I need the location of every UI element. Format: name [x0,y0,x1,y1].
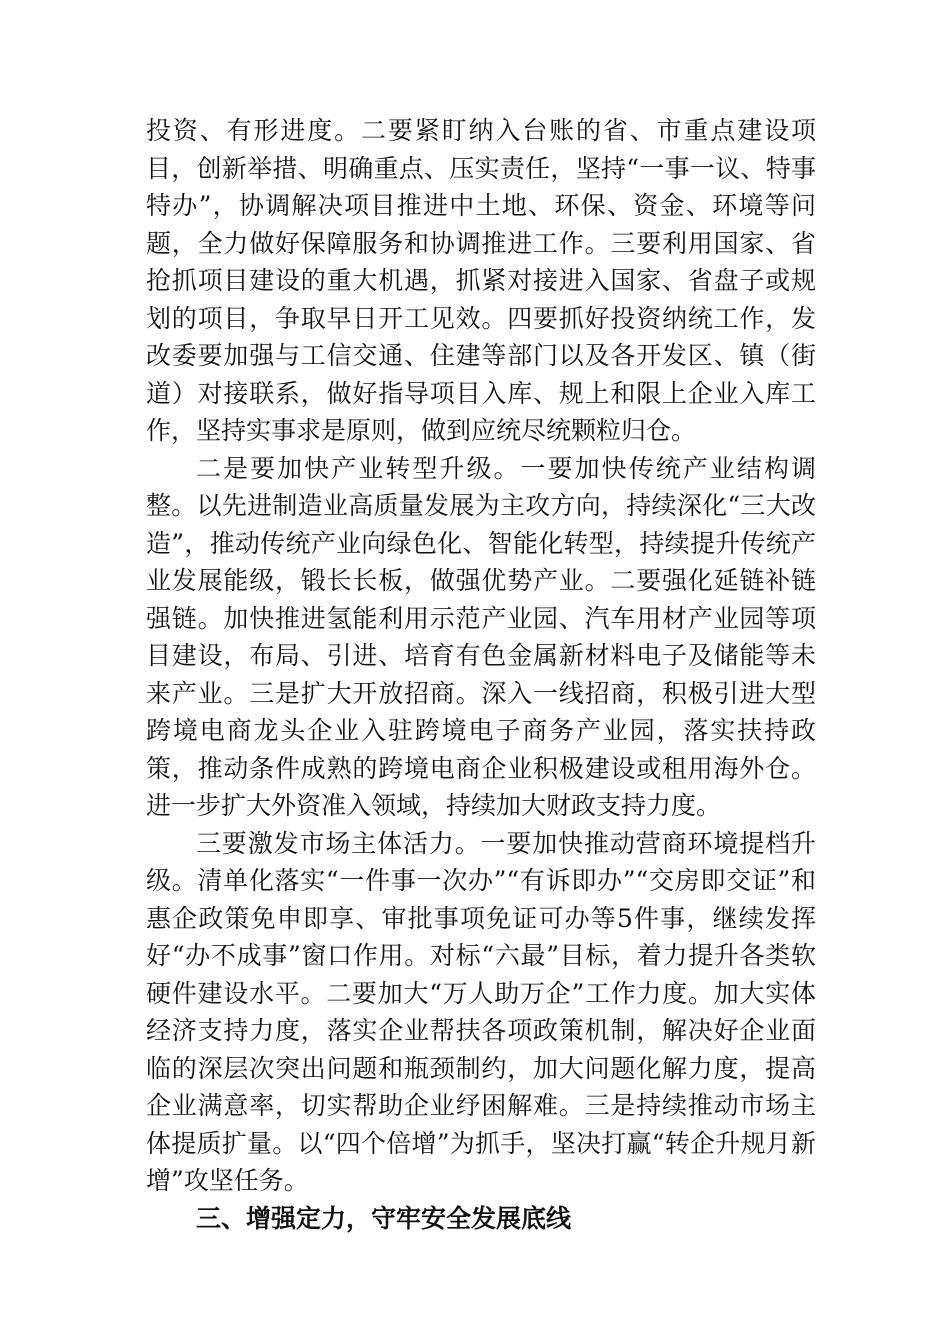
document-body [146,112,816,1237]
section-heading: 三、增强定力，守牢安全发展底线 [196,1203,572,1233]
paragraph-investment: 投资、有形进度。二要紧盯纳入台账的省、市重点建设项目，创新举措、明确重点、压实责任，坚持“一事一议、特事特办”，协调解决项目推进中土地、环保、资金、环境等问题，全力做好保障服务和协调推进工作。三要利用国家、省抢抓项目建设的重大机遇，抓紧对接进入国家、省盘子或规划的项目，争取早日开工见效。四要抓好投资纳统工作，发改委要加强与工信交通、住建等部门以及各开发区、镇（街道）对接联系，做好指导项目入库、规上和限上企业入库工作，坚持实事求是原则，做到应统尽统颗粒归仓。 [146,116,816,445]
paragraph-industry-upgrade: 二是要加快产业转型升级。一要加快传统产业结构调整。以先进制造业高质量发展为主攻方向，持续深化“三大改造”，推动传统产业向绿色化、智能化转型，持续提升传统产业发展能级，锻长长板，做强优势产业。二要强化延链补链强链。加快推进氢能利用示范产业园、汽车用材产业园等项目建设，布局、引进、培育有色金属新材料电子及储能等未来产业。三是扩大开放招商。深入一线招商，积极引进大型跨境电商龙头企业入驻跨境电子商务产业园，落实扶持政策，推动条件成熟的跨境电商企业积极建设或租用海外仓。进一步扩大外资准入领域，持续加大财政支持力度。 [146,453,816,820]
paragraph-market-vitality: 三要激发市场主体活力。一要加快推动营商环境提档升级。清单化落实“一件事一次办”“有诉即办”“交房即交证”和惠企政策免申即享、审批事项免证可办等5件事，继续发挥好“办不成事”窗口作用。对标“六最”目标，着力提升各类软硬件建设水平。二要加大“万人助万企”工作力度。加大实体经济支持力度，落实企业帮扶各项政策机制，解决好企业面临的深层次突出问题和瓶颈制约，加大问题化解力度，提高企业满意率，切实帮助企业纾困解难。三是持续推动市场主体提质扩量。以“四个倍增”为抓手，坚决打赢“转企升规月新增”攻坚任务。 [146,828,816,1195]
